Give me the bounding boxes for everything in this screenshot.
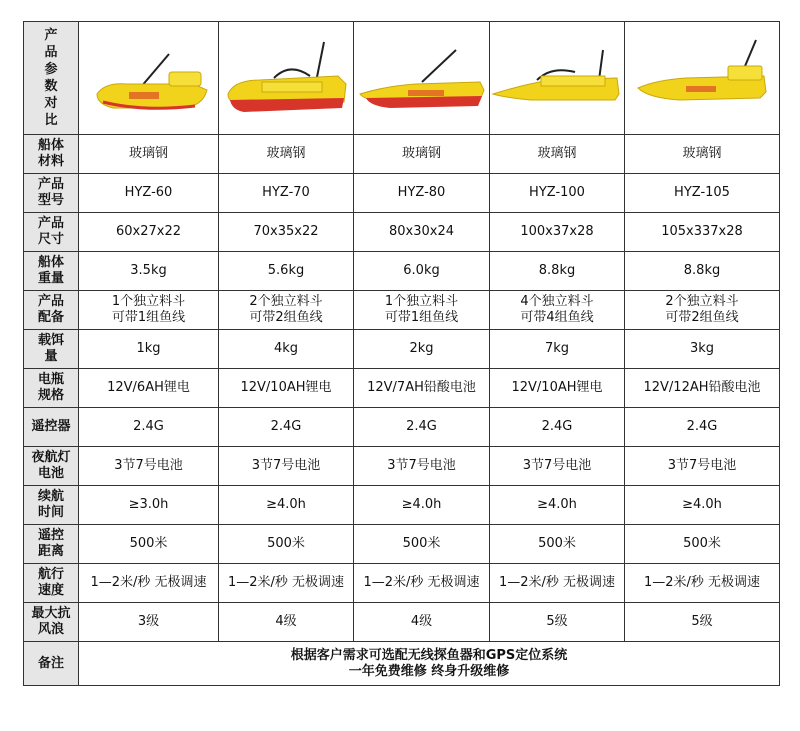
boat-hyz100-icon [491, 36, 623, 120]
spec-row-distance [24, 525, 780, 564]
spec-cell: 5级 [490, 603, 625, 642]
spec-cell: 500米 [79, 525, 219, 564]
row-label-line: 规格 [37, 388, 64, 403]
header-char: 参 [44, 62, 58, 77]
spec-cell: 3节7号电池 [219, 447, 354, 486]
row-label [24, 486, 79, 525]
spec-cell: 105x337x28 [625, 213, 780, 252]
spec-cell: 12V/10AH锂电 [219, 369, 354, 408]
spec-cell-line: 2个独立料斗 [665, 294, 739, 309]
header-char: 比 [44, 113, 58, 128]
header-char: 数 [44, 79, 58, 94]
row-label-line: 材料 [37, 154, 64, 169]
row-label [24, 135, 79, 174]
spec-cell: 4级 [354, 603, 490, 642]
spec-row-remote [24, 408, 780, 447]
spec-cell: 3节7号电池 [354, 447, 490, 486]
spec-cell: ≥4.0h [625, 486, 780, 525]
row-label-line: 船体 [37, 138, 64, 153]
header-char: 品 [44, 45, 58, 60]
boat-image-cell [625, 22, 780, 135]
note-line: 一年免费维修 终身升级维修 [348, 663, 510, 679]
row-label-line: 续航 [37, 489, 64, 504]
spec-cell: 1—2米/秒 无极调速 [79, 564, 219, 603]
spec-cell-line: 可带1组鱼线 [384, 310, 459, 325]
spec-cell: 60x27x22 [79, 213, 219, 252]
spec-cell: 2.4G [354, 408, 490, 447]
spec-cell: 500米 [219, 525, 354, 564]
note-label: 备注 [24, 642, 79, 686]
spec-cell: 8.8kg [625, 252, 780, 291]
row-label [24, 408, 79, 447]
spec-cell: HYZ-100 [490, 174, 625, 213]
row-label-line: 最大抗 [31, 606, 71, 621]
spec-cell-line: 可带1组鱼线 [111, 310, 186, 325]
row-label [24, 603, 79, 642]
spec-cell: 80x30x24 [354, 213, 490, 252]
spec-cell [354, 291, 490, 330]
spec-cell: 12V/10AH锂电 [490, 369, 625, 408]
spec-cell [490, 291, 625, 330]
spec-cell: 3kg [625, 330, 780, 369]
note-row [24, 642, 780, 686]
spec-row-weight [24, 252, 780, 291]
spec-cell: 2.4G [79, 408, 219, 447]
spec-cell: 2.4G [490, 408, 625, 447]
spec-cell: ≥3.0h [79, 486, 219, 525]
boat-hyz80-icon [356, 36, 488, 120]
spec-cell: 4级 [219, 603, 354, 642]
spec-cell: 8.8kg [490, 252, 625, 291]
row-label-line: 夜航灯 [31, 450, 71, 465]
row-label-line: 配备 [37, 310, 64, 325]
spec-cell: 100x37x28 [490, 213, 625, 252]
spec-cell: HYZ-105 [625, 174, 780, 213]
row-label-line: 型号 [37, 193, 64, 208]
spec-row-light-battery [24, 447, 780, 486]
spec-cell [219, 291, 354, 330]
row-label [24, 369, 79, 408]
spec-cell: ≥4.0h [490, 486, 625, 525]
row-label-line: 距离 [37, 544, 64, 559]
boat-image-cell [79, 22, 219, 135]
spec-cell-line: 可带4组鱼线 [520, 310, 594, 325]
row-label [24, 525, 79, 564]
spec-row-config [24, 291, 780, 330]
spec-cell: 2.4G [625, 408, 780, 447]
spec-cell: 500米 [625, 525, 780, 564]
spec-cell: 3.5kg [79, 252, 219, 291]
spec-cell [625, 291, 780, 330]
spec-row-battery [24, 369, 780, 408]
image-row [24, 22, 780, 135]
spec-cell [79, 291, 219, 330]
header-char: 产 [44, 28, 58, 43]
spec-cell: 1—2米/秒 无极调速 [354, 564, 490, 603]
note-content [79, 642, 780, 686]
spec-row-wind [24, 603, 780, 642]
row-label-line: 产品 [37, 294, 64, 309]
spec-cell: 玻璃钢 [219, 135, 354, 174]
row-label [24, 252, 79, 291]
boat-image-cell [354, 22, 490, 135]
note-line: 根据客户需求可选配无线探鱼器和GPS定位系统 [290, 647, 568, 663]
row-label-line: 电瓶 [37, 372, 64, 387]
row-label-line: 速度 [37, 583, 64, 598]
spec-cell: 3节7号电池 [625, 447, 780, 486]
row-label-line: 遥控器 [31, 419, 71, 434]
spec-cell-line: 2个独立料斗 [249, 294, 323, 309]
row-label [24, 447, 79, 486]
row-label [24, 564, 79, 603]
spec-cell: 1—2米/秒 无极调速 [490, 564, 625, 603]
spec-cell: 2kg [354, 330, 490, 369]
spec-cell: HYZ-70 [219, 174, 354, 213]
boat-image-cell [490, 22, 625, 135]
spec-cell: 2.4G [219, 408, 354, 447]
spec-cell: 玻璃钢 [354, 135, 490, 174]
spec-cell-line: 1个独立料斗 [384, 294, 459, 309]
row-label-line: 产品 [37, 216, 64, 231]
row-label-line: 电池 [37, 466, 64, 481]
row-label-line: 船体 [37, 255, 64, 270]
row-label-line: 重量 [37, 271, 64, 286]
row-label [24, 213, 79, 252]
spec-cell: 1—2米/秒 无极调速 [625, 564, 780, 603]
spec-cell: 500米 [490, 525, 625, 564]
spec-cell-line: 4个独立料斗 [520, 294, 594, 309]
row-label-line: 尺寸 [37, 232, 64, 247]
row-label-line: 遥控 [37, 528, 64, 543]
boat-hyz105-icon [636, 36, 768, 120]
header-char: 对 [44, 96, 58, 111]
spec-cell: 7kg [490, 330, 625, 369]
spec-cell: 3节7号电池 [79, 447, 219, 486]
spec-cell: 500米 [354, 525, 490, 564]
spec-cell: 12V/12AH铅酸电池 [625, 369, 780, 408]
spec-cell: 12V/7AH铅酸电池 [354, 369, 490, 408]
spec-cell-line: 1个独立料斗 [111, 294, 186, 309]
spec-cell-line: 可带2组鱼线 [665, 310, 739, 325]
row-label-line: 产品 [37, 177, 64, 192]
spec-row-model [24, 174, 780, 213]
spec-cell: 6.0kg [354, 252, 490, 291]
spec-row-speed [24, 564, 780, 603]
header-label-cell [24, 22, 79, 135]
spec-row-bait [24, 330, 780, 369]
spec-row-size [24, 213, 780, 252]
spec-row-material [24, 135, 780, 174]
spec-cell: 1kg [79, 330, 219, 369]
row-label [24, 291, 79, 330]
spec-cell: 4kg [219, 330, 354, 369]
spec-cell: HYZ-60 [79, 174, 219, 213]
spec-cell: 1—2米/秒 无极调速 [219, 564, 354, 603]
boat-image-cell [219, 22, 354, 135]
spec-cell: 3级 [79, 603, 219, 642]
spec-cell: 70x35x22 [219, 213, 354, 252]
row-label-line: 时间 [37, 505, 64, 520]
spec-cell: 3节7号电池 [490, 447, 625, 486]
spec-cell-line: 可带2组鱼线 [249, 310, 323, 325]
spec-cell: 玻璃钢 [79, 135, 219, 174]
spec-comparison-table [23, 21, 780, 686]
boat-hyz70-icon [220, 36, 352, 120]
spec-cell: HYZ-80 [354, 174, 490, 213]
spec-cell: 玻璃钢 [625, 135, 780, 174]
boat-hyz60-icon [83, 36, 215, 120]
spec-cell: 12V/6AH锂电 [79, 369, 219, 408]
spec-cell: 玻璃钢 [490, 135, 625, 174]
row-label [24, 330, 79, 369]
row-label-line: 风浪 [37, 622, 64, 637]
spec-cell: ≥4.0h [354, 486, 490, 525]
row-label-line: 载饵 [37, 333, 64, 348]
spec-cell: 5.6kg [219, 252, 354, 291]
spec-cell: ≥4.0h [219, 486, 354, 525]
row-label-line: 量 [44, 349, 58, 364]
row-label [24, 174, 79, 213]
spec-cell: 5级 [625, 603, 780, 642]
spec-row-endurance [24, 486, 780, 525]
row-label-line: 航行 [37, 567, 64, 582]
